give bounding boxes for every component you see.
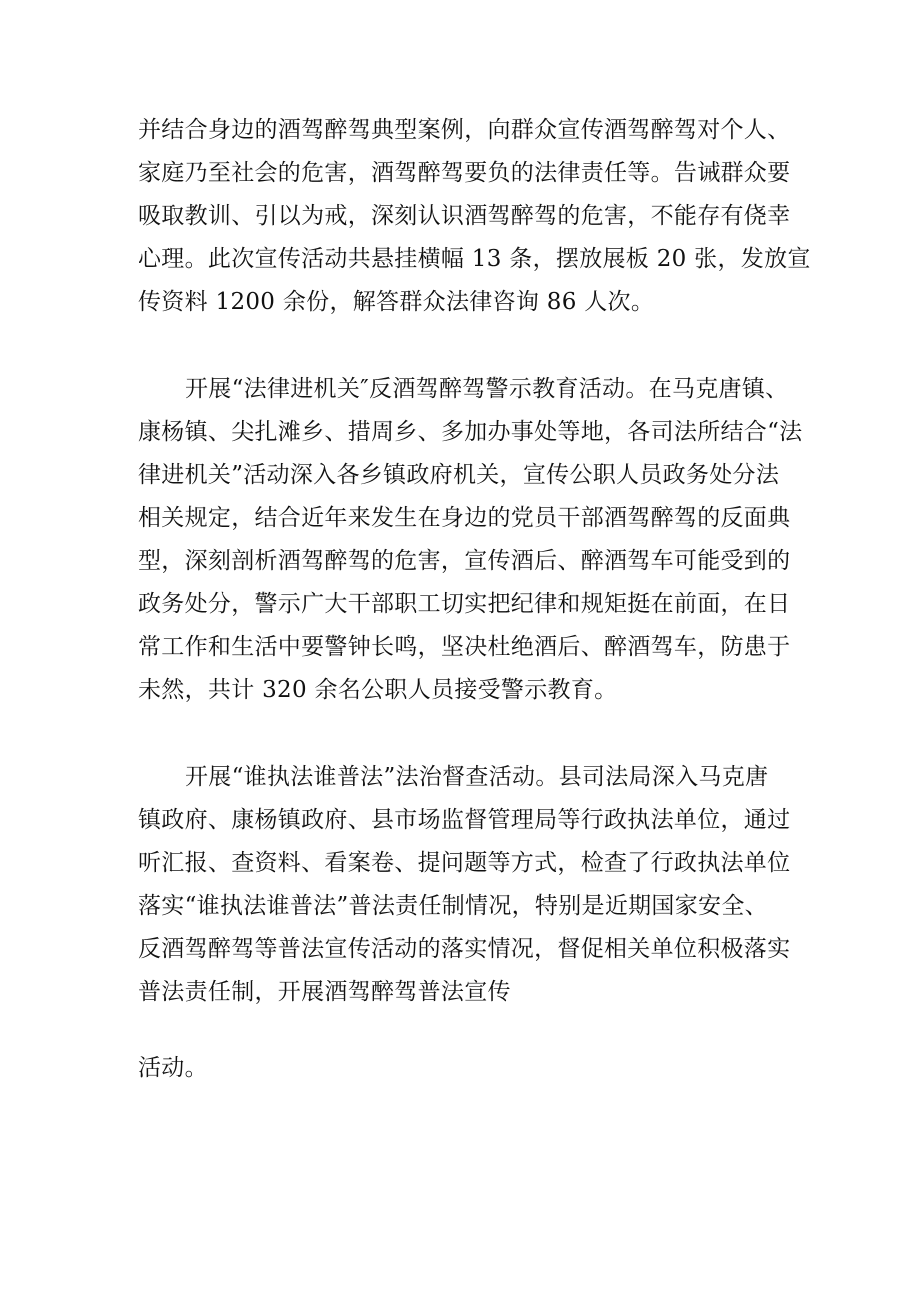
text-line: 律进机关”活动深入各乡镇政府机关，宣传公职人员政务处分法 [138,462,780,488]
text-line: 型，深刻剖析酒驾醉驾的危害，宣传酒后、醉酒驾车可能受到的 [138,548,791,574]
text-line: 相关规定，结合近年来发生在身边的党员干部酒驾醉驾的反面典 [138,505,791,531]
text-line: 开展“法律进机关″反酒驾醉驾警示教育活动。在马克唐镇、 [185,376,789,402]
text-line: 吸取教训、引以为戒，深刻认识酒驾醉驾的危害，不能存有侥幸 [138,203,791,229]
text-line: 活动。 [138,1055,208,1081]
text-line: 开展“谁执法谁普法”法治督查活动。县司法局深入马克唐 [185,764,769,790]
text-line: 常工作和生活中要警钟长鸣，坚决杜绝酒后、醉酒驾车，防患于 [138,634,791,660]
text-line: 康杨镇、尖扎滩乡、措周乡、多加办事处等地，各司法所结合“法 [138,419,803,445]
text-line: 普法责任制，开展酒驾醉驾普法宣传 [138,979,511,1005]
text-line: 传资料 1200 余份，解答群众法律咨询 86 人次。 [138,289,655,315]
text-line: 政务处分，警示广大干部职工切实把纪律和规矩挺在前面，在日 [138,591,791,617]
text-line: 家庭乃至社会的危害，酒驾醉驾要负的法律责任等。告诫群众要 [138,160,791,186]
text-line: 心理。此次宣传活动共悬挂横幅 13 条，摆放展板 20 张，发放宣 [138,246,811,272]
text-line: 落实“谁执法谁普法”普法责任制情况，特别是近期国家安全、 [138,893,768,919]
text-line: 未然，共计 320 余名公职人员接受警示教育。 [138,677,618,703]
text-line: 并结合身边的酒驾醉驾典型案例，向群众宣传酒驾醉驾对个人、 [138,117,791,143]
text-line: 听汇报、查资料、看案卷、提问题等方式，检查了行政执法单位 [138,850,791,876]
text-line: 镇政府、康杨镇政府、县市场监督管理局等行政执法单位，通过 [138,807,791,833]
text-line: 反酒驾醉驾等普法宣传活动的落实情况，督促相关单位积极落实 [138,936,791,962]
